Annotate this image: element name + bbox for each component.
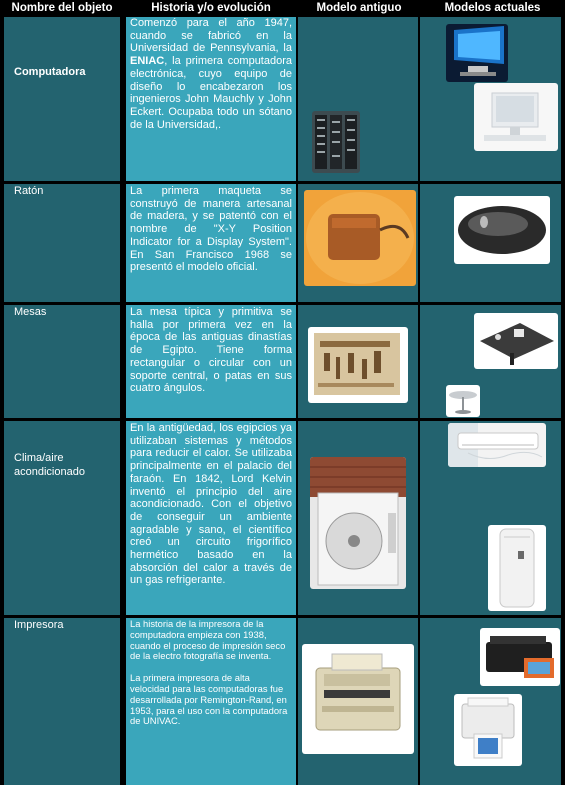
round-table-image [446,385,480,417]
name-cell [4,618,120,785]
current-models-cell [420,305,561,418]
history-cell [126,305,296,418]
old-model-cell [298,17,418,181]
header-old-model: Modelo antiguo [316,2,402,14]
table-row-mesas [0,305,565,418]
object-name: Clima/aire acondicionado [14,452,85,478]
row-divider [0,615,565,618]
modern-mouse-image [454,196,550,264]
white-computer-image [474,83,558,151]
object-name: Ratón [14,185,44,197]
old-model-cell [298,618,418,785]
history-cell [126,618,296,785]
ac-unit-image [310,457,406,589]
history-paragraph-1: La historia de la impresora de la computadora empieza con 1938, cuando el proceso de impresión seco de la electro fotografía se inventa. [130,618,286,662]
table-row-clima [0,421,565,615]
modern-desk-image [474,313,558,369]
history-text: Comenzó para el año 1947, cuando se fabricó en la Universidad de Pennsylvania, la ENIAC, la primera computadora electrónica, cuyo equipo de diseño lo encabezaron los ingenieros John Mauchly y John Eckert. Ocupaba todo un sótano de la Universidad,. [130,17,292,131]
eniac-image [312,111,360,173]
history-text: La mesa típica y primitiva se halla por primera vez en la época de las antiguas dinastías de Egipto. Tiene forma rectangular o circular con un soporte central, o patas en sus cuatro ángulos. [130,306,292,395]
old-model-cell [298,305,418,418]
row-divider [0,302,565,305]
photo-printer-image [480,628,560,686]
column-divider [418,0,420,785]
split-ac-image [448,423,546,467]
row-divider [0,181,565,184]
object-name: Computadora [14,66,86,78]
old-model-cell [298,184,418,302]
current-models-cell [420,17,561,181]
name-cell [4,184,120,302]
wooden-mouse-image [304,190,416,286]
table-row-computadora [0,17,565,181]
history-cell [126,184,296,302]
row-divider [0,418,565,421]
current-models-cell [420,184,561,302]
egyptian-table-image [308,327,408,403]
history-text [126,618,296,727]
table-row-raton [0,184,565,302]
history-paragraph-2: La primera impresora de alta velocidad para las computadoras fue desarrollada por Remington-Rand, en 1953, para el uso con la computadora de UNIVAC. [130,672,288,727]
history-text: La primera maqueta se construyó de manera artesanal de madera, y se patentó con el nombre de "X-Y Position Indicator for a Display System". En San Francisco 1968 se presentó el modelo oficial. [130,185,292,274]
column-divider [296,0,298,785]
monitor-image [446,24,508,82]
header-history: Historia y/o evolución [151,2,271,14]
table-row-impresora [0,618,565,785]
name-cell [4,421,120,615]
old-printer-image [302,644,414,754]
name-cell [4,305,120,418]
history-text: En la antigüedad, los egipcios ya utilizaban sistemas y métodos para reducir el calor. Se utilizaba principalmente en el palacio del faraón. En 1842, Lord Kelvin inventó el principio del aire acondicionado. Con el objetivo de conseguir un ambiente agradable y sano, el científico creó un circuito frigorífico hermético basado en la absorción del calor a través de un gas refrigerante. [130,422,292,587]
object-name: Impresora [14,619,64,631]
header-current-models: Modelos actuales [444,2,541,14]
table-header [0,0,565,17]
column-divider [0,0,4,785]
column-divider [561,0,565,785]
portable-ac-image [488,525,546,611]
header-object-name: Nombre del objeto [11,2,113,14]
current-models-cell [420,618,561,785]
column-divider [120,0,126,785]
current-models-cell [420,421,561,615]
old-model-cell [298,421,418,615]
history-cell [126,17,296,181]
name-cell [4,17,120,181]
inkjet-printer-image [454,694,522,766]
history-cell [126,421,296,615]
object-name: Mesas [14,306,47,318]
